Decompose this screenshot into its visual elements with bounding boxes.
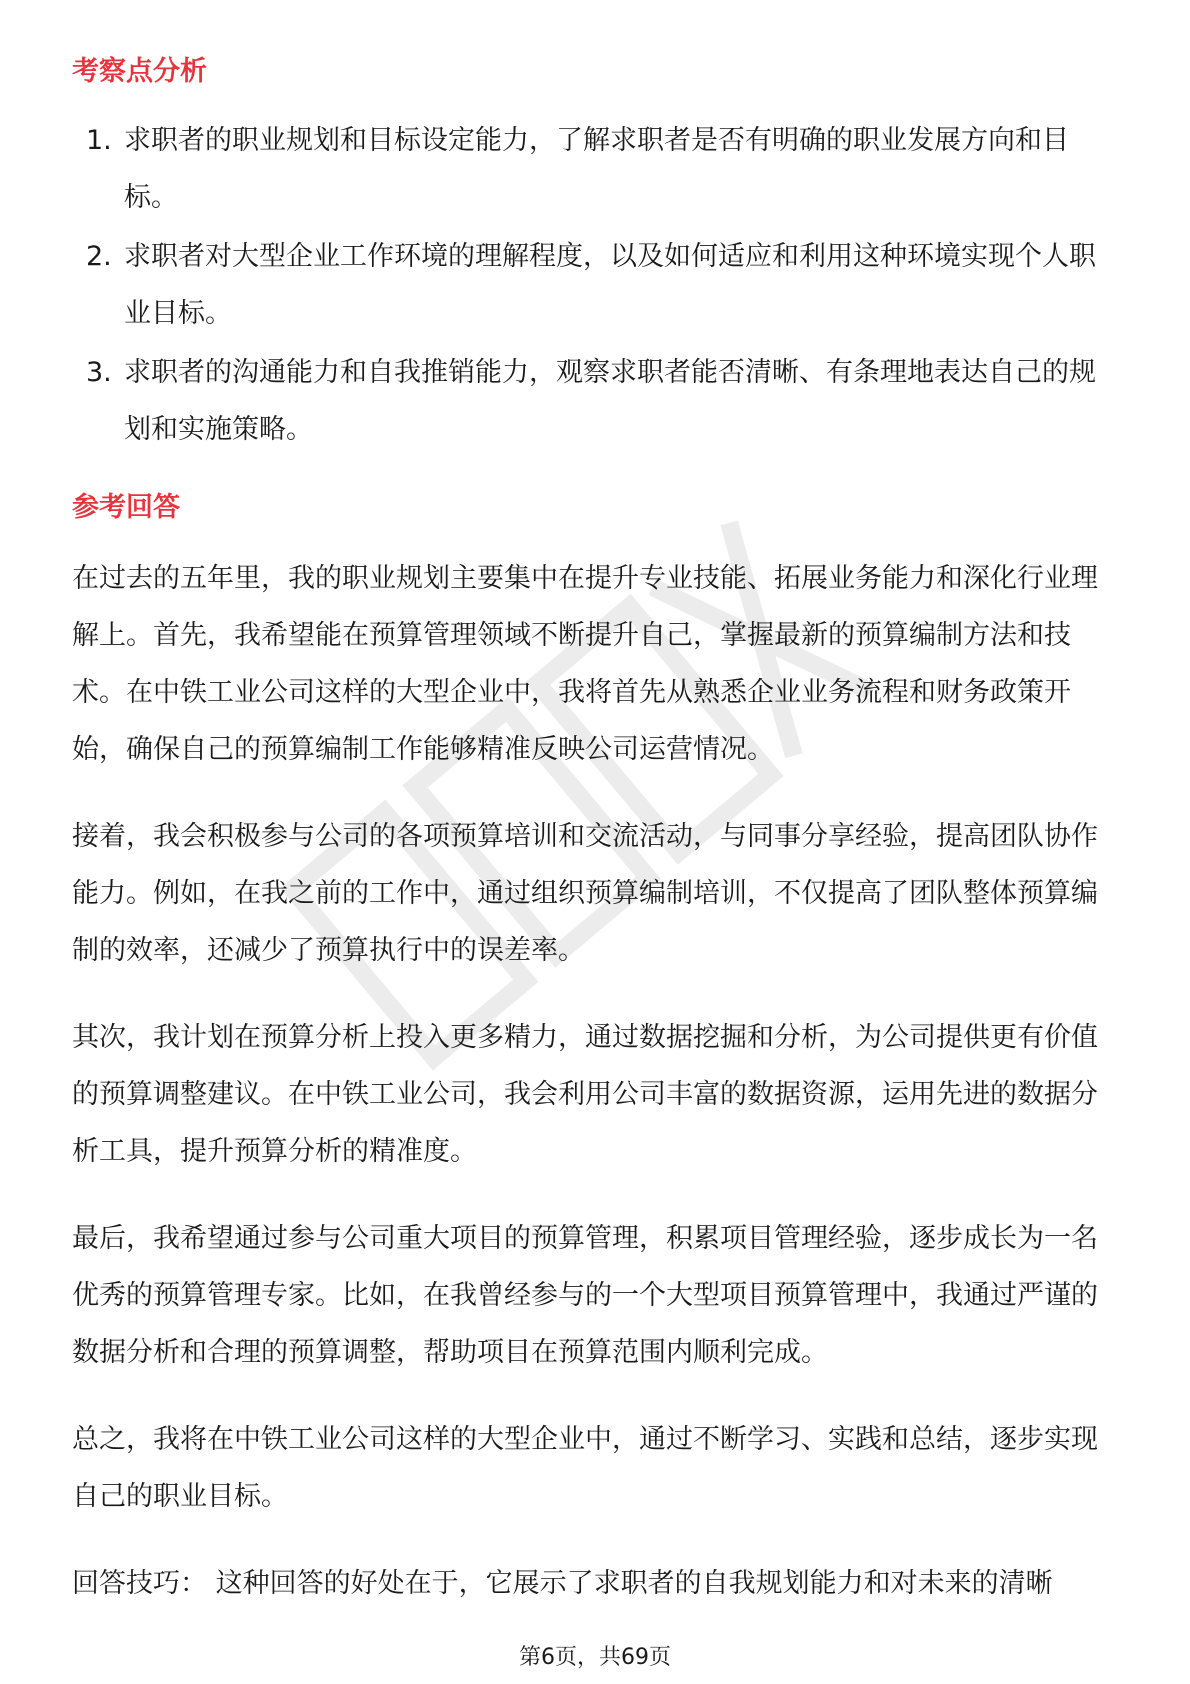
page-number-footer: 第6页，共69页 (519, 1645, 671, 1670)
main-content (72, 48, 1118, 1612)
answer-paragraph: 最后，我希望通过参与公司重大项目的预算管理，积累项目管理经验，逐步成长为一名优秀的预算管理专家。比如，在我曾经参与的一个大型项目预算管理中，我通过严谨的数据分析和合理的预算调整，帮助项目在预算范围内顺利完成。 (72, 1223, 1098, 1368)
answer-paragraph: 总之，我将在中铁工业公司这样的大型企业中，通过不断学习、实践和总结，逐步实现自己的职业目标。 (72, 1424, 1098, 1512)
answer-section-title: 参考回答 (72, 492, 180, 523)
answer-paragraph: 接着，我会积极参与公司的各项预算培训和交流活动，与同事分享经验，提高团队协作能力。例如，在我之前的工作中，通过组织预算编制培训，不仅提高了团队整体预算编制的效率，还减少了预算执行中的误差率。 (72, 821, 1098, 966)
list-item-number: 2. (86, 241, 112, 272)
list-item-number: 3. (86, 357, 112, 388)
list-item-number: 1. (86, 125, 112, 156)
analysis-points-list (72, 112, 1118, 458)
list-item (72, 228, 1118, 342)
list-item (72, 112, 1118, 226)
answer-paragraph: 在过去的五年里，我的职业规划主要集中在提升专业技能、拓展业务能力和深化行业理解上。首先，我希望能在预算管理领域不断提升自己，掌握最新的预算编制方法和技术。在中铁工业公司这样的大型企业中，我将首先从熟悉企业业务流程和财务政策开始，确保自己的预算编制工作能够精准反映公司运营情况。 (72, 563, 1098, 765)
list-item (72, 344, 1118, 458)
list-item-text: 求职者的职业规划和目标设定能力，了解求职者是否有明确的职业发展方向和目标。 (124, 125, 1069, 213)
analysis-section-title: 考察点分析 (72, 56, 207, 87)
list-item-text: 求职者的沟通能力和自我推销能力，观察求职者能否清晰、有条理地表达自己的规划和实施策略。 (124, 357, 1096, 445)
answer-paragraph: 其次，我计划在预算分析上投入更多精力，通过数据挖掘和分析，为公司提供更有价值的预算调整建议。在中铁工业公司，我会利用公司丰富的数据资源，运用先进的数据分析工具，提升预算分析的精准度。 (72, 1022, 1098, 1167)
list-item-text: 求职者对大型企业工作环境的理解程度，以及如何适应和利用这种环境实现个人职业目标。 (124, 241, 1096, 329)
answer-tips-paragraph: 回答技巧： 这种回答的好处在于，它展示了求职者的自我规划能力和对未来的清晰 (72, 1568, 1053, 1599)
